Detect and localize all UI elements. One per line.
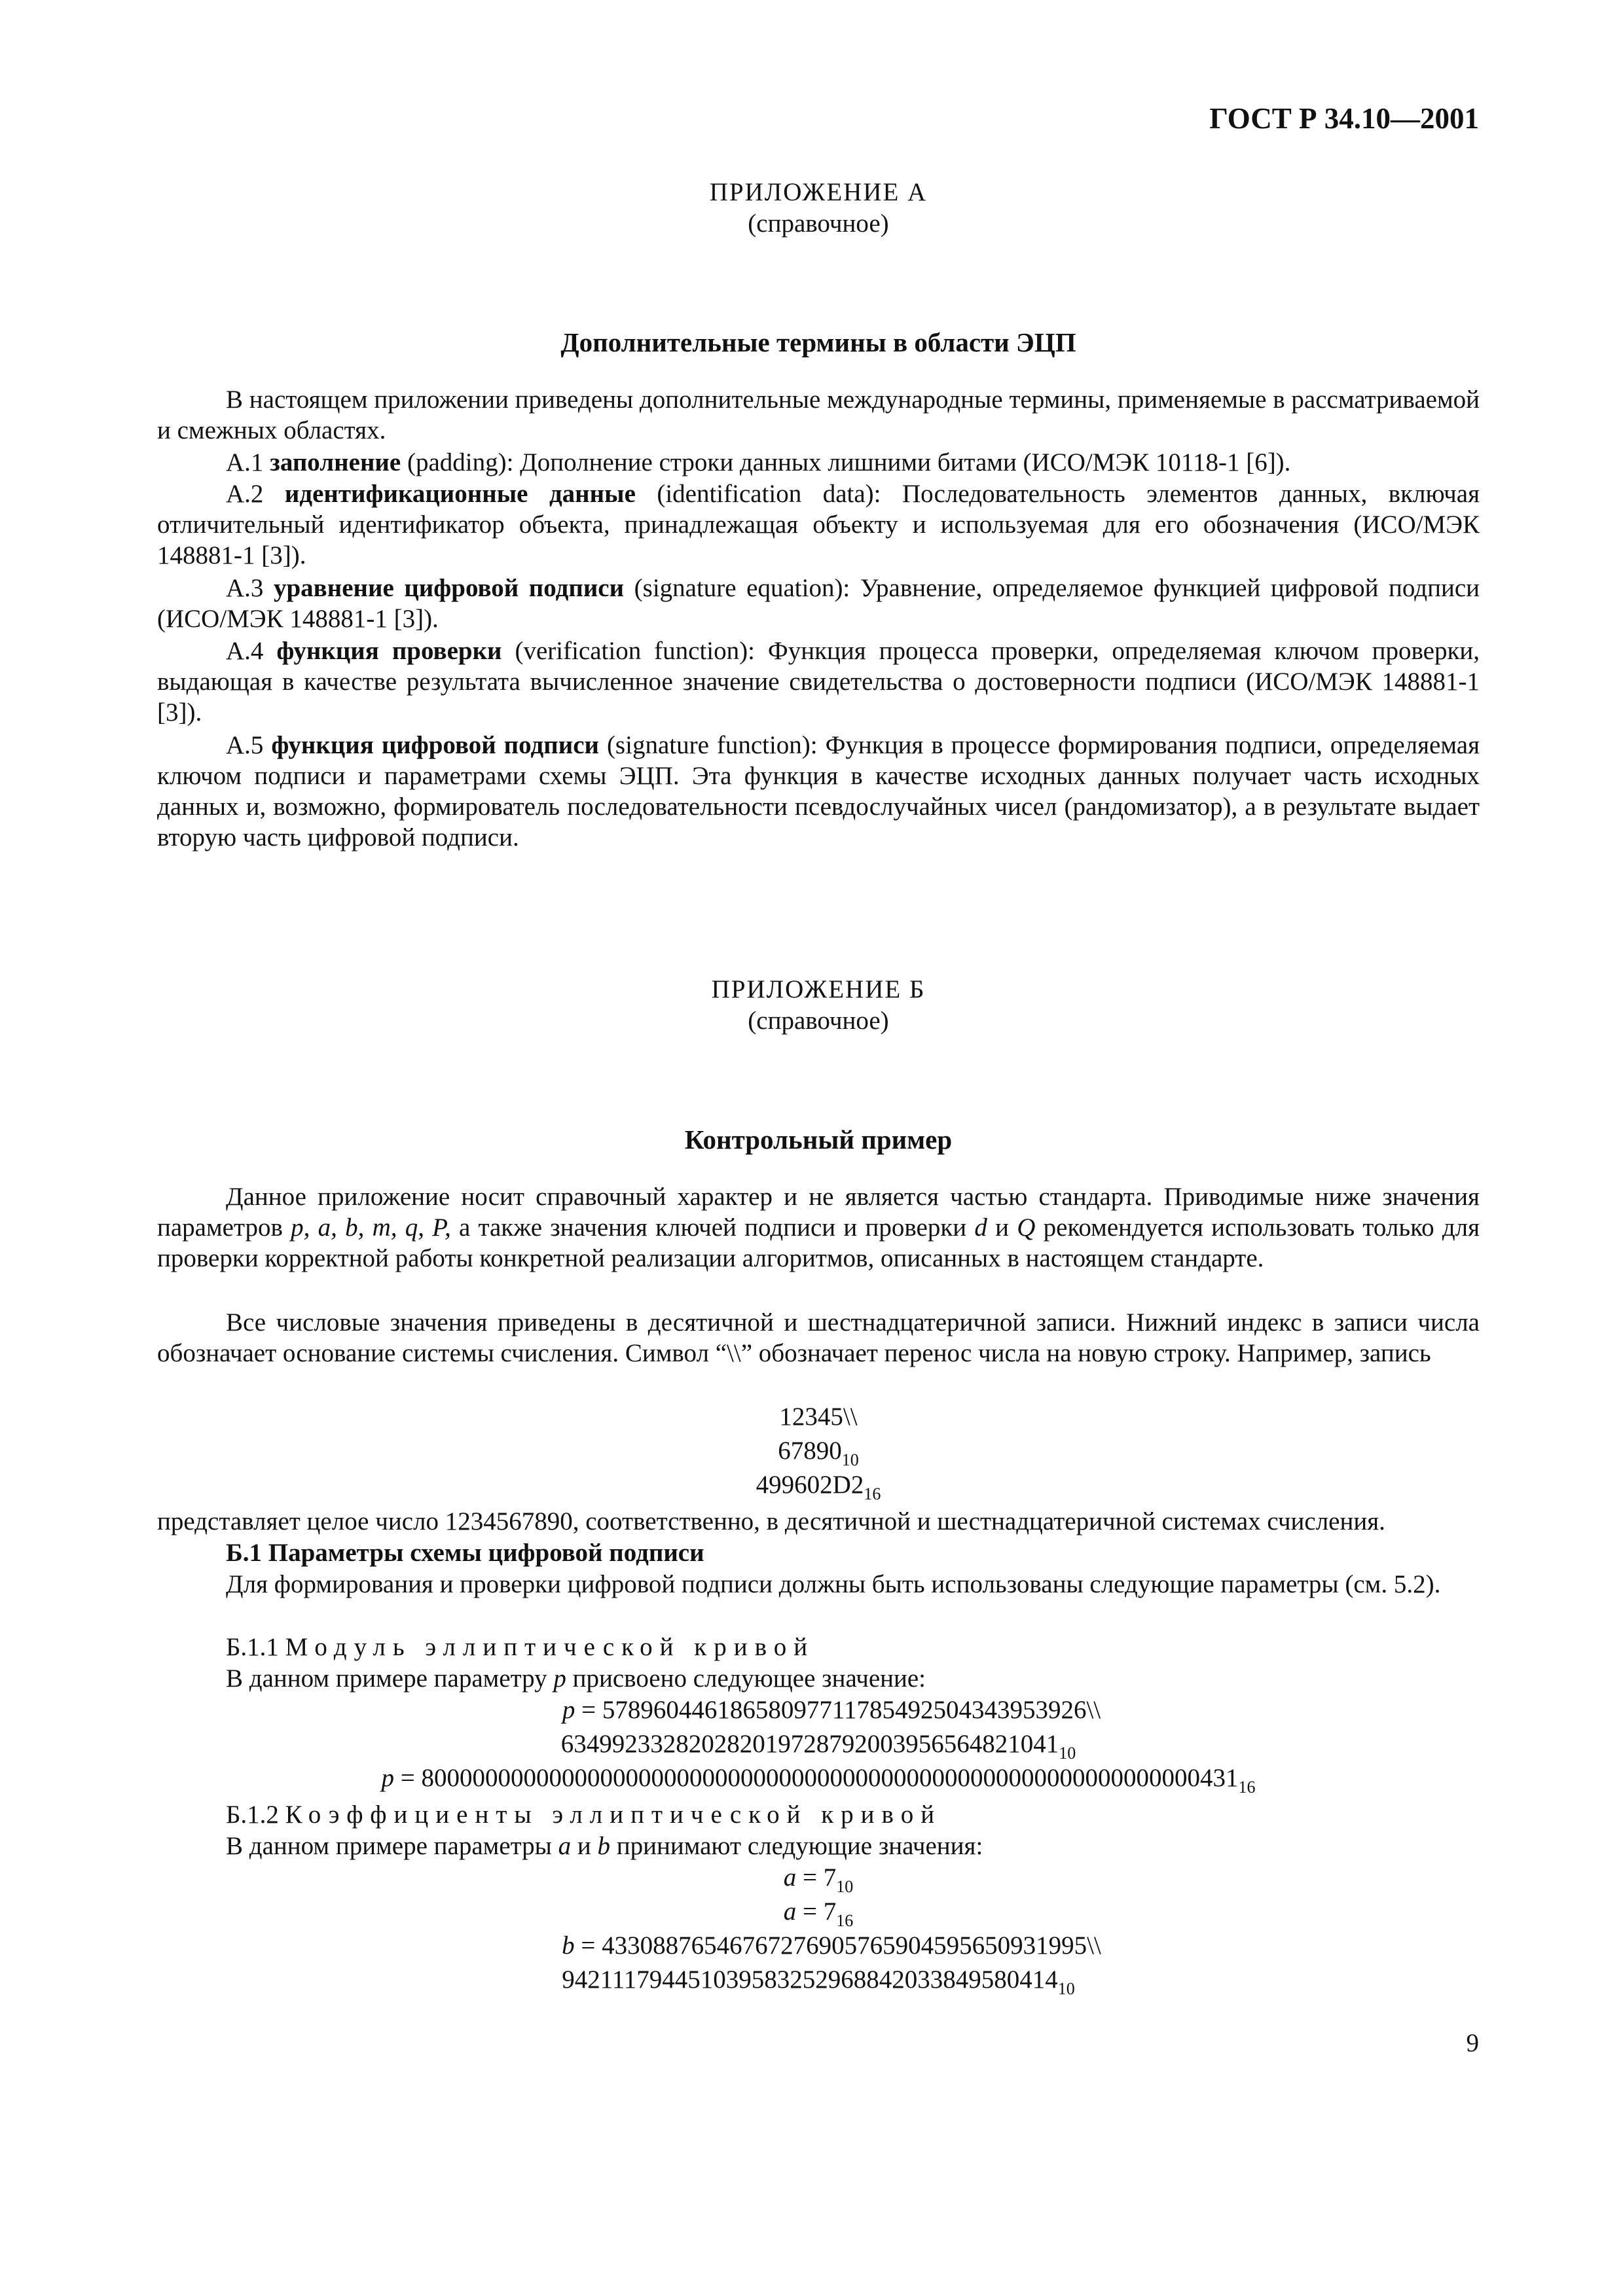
item-text: (signature equation): Уравнение, определяемое функцией цифровой подписи (ИСО/МЭК 148881-1 [3]). (157, 574, 1480, 633)
p-decimal-value: = 57896044618658097711785492504343953926\\ (581, 1696, 1101, 1724)
annex-b-title: ПРИЛОЖЕНИЕ Б (711, 975, 926, 1003)
item-term: заполнение (270, 448, 401, 476)
text-segment: и (577, 1832, 591, 1860)
a-hex-line (157, 1896, 1480, 1930)
text-segment: рекомендуется использовать только для проверки корректной работы конкретной реализации алгоритмов, описанных в настоящем стандарте. (157, 1213, 1480, 1272)
item-term: идентификационные данные (284, 480, 636, 508)
section-b12-text (226, 1831, 983, 1861)
text-segment: В данном примере параметры (226, 1832, 552, 1860)
base-subscript: 10 (1059, 1744, 1076, 1763)
example-line-1: 12345\\ (779, 1403, 858, 1431)
variable-b: b (597, 1832, 610, 1860)
annex-a-title: ПРИЛОЖЕНИЕ А (709, 178, 928, 206)
variable-b: b (562, 1931, 575, 1960)
annex-b-paragraph-1 (157, 1181, 1480, 1274)
annex-a-item-4 (157, 636, 1480, 728)
item-text: (identification data): Последовательность элементов данных, включая отличительный идентификатор объекта, принадлежащая объекту и используемая для его обозначения (ИСО/МЭК 148881-1 [3]). (157, 480, 1480, 569)
item-text: (padding): Дополнение строки данных лишними битами (ИСО/МЭК 10118-1 [6]). (407, 448, 1291, 476)
variable-a: a (558, 1832, 572, 1860)
variable-p: p (553, 1664, 566, 1693)
example-number: 67890 (778, 1437, 842, 1465)
base-subscript: 16 (836, 1911, 854, 1930)
item-term: функция цифровой подписи (271, 731, 599, 759)
p-hex-value: = 8000000000000000000000000000000000000000000000000000000000000431 (400, 1764, 1239, 1792)
page-number: 9 (1466, 2029, 1479, 2057)
text-segment: и (995, 1213, 1009, 1242)
section-title: Модуль эллиптической кривой (285, 1633, 815, 1661)
variable-a: a (783, 1897, 797, 1926)
base-subscript: 10 (836, 1877, 854, 1896)
item-number: А.3 (226, 574, 264, 602)
annex-a-item-3 (157, 573, 1480, 634)
item-number: А.5 (226, 731, 264, 759)
annex-a-intro: В настоящем приложении приведены дополнительные международные термины, применяемые в рассматриваемой и смежных областях. (157, 386, 1480, 444)
a-decimal-line (157, 1862, 1480, 1896)
text-segment: В данном примере параметру (226, 1664, 547, 1693)
text-segment: а также значения ключей подписи и проверки (458, 1213, 967, 1242)
b-decimal-value: = 43308876546767276905765904595650931995\\ (581, 1931, 1101, 1960)
annex-b-heading: Контрольный пример (684, 1124, 953, 1155)
parameter-list: p, a, b, m, q, P, (291, 1213, 451, 1242)
base-subscript: 10 (1057, 1979, 1075, 1998)
variable-p: p (381, 1764, 394, 1792)
base-subscript: 10 (841, 1450, 859, 1469)
annex-a-item-2 (157, 478, 1480, 571)
p-hex-line (157, 1763, 1480, 1797)
base-subscript: 16 (1238, 1778, 1256, 1797)
item-term: функция проверки (276, 637, 502, 665)
annex-a-item-1 (157, 447, 1480, 478)
section-b1-heading: Б.1 Параметры схемы цифровой подписи (226, 1539, 704, 1567)
item-number: А.1 (226, 448, 264, 476)
section-b11-heading (226, 1632, 814, 1662)
annex-a-subtitle: (справочное) (748, 209, 889, 238)
example-number: 499602D2 (756, 1471, 864, 1499)
annex-a-heading: Дополнительные термины в области ЭЦП (560, 327, 1076, 357)
variable-q: Q (1017, 1213, 1036, 1242)
text-segment: Данное приложение носит справочный характер и не является частью стандарта. Приводимые ниже значения параметров (157, 1183, 1480, 1242)
item-text: (verification function): Функция процесса проверки, определяемая ключом проверки, выдающая в качестве результата вычисленное значение свидетельства о достоверности подписи (ИСО/МЭК 148881-1 [3]). (157, 637, 1480, 726)
section-number: Б.1.2 (226, 1801, 279, 1829)
section-b11-text (226, 1663, 926, 1694)
item-number: А.2 (226, 480, 264, 508)
text-segment: присвоено следующее значение: (572, 1664, 926, 1693)
a-hex-value: = 7 (803, 1897, 837, 1926)
section-b12-heading (226, 1799, 941, 1830)
item-term: уравнение цифровой подписи (273, 574, 625, 602)
variable-a: a (783, 1863, 797, 1892)
variable-p: p (562, 1696, 575, 1724)
document-header: ГОСТ Р 34.10—2001 (1209, 102, 1479, 135)
section-number: Б.1.1 (226, 1633, 279, 1661)
annex-b-paragraph-2: Все числовые значения приведены в десятичной и шестнадцатеричной записи. Нижний индекс в записи числа обозначает основание системы счисления. Символ “\\” обозначает перенос числа на новую строку. Например, запись (157, 1308, 1480, 1367)
section-title: Коэффициенты эллиптической кривой (285, 1801, 942, 1829)
p-decimal-line-2 (157, 1729, 1480, 1763)
b-decimal-line-1 (157, 1930, 1480, 1961)
item-text: (signature function): Функция в процессе формирования подписи, определяемая ключом подписи и параметрами схемы ЭЦП. Эта функция в качестве исходных данных получает часть исходных данных и, возможно, формирователь последовательности псевдослучайных чисел (рандомизатор), а в результате выдает вторую часть цифровой подписи. (157, 731, 1480, 852)
annex-a-item-5 (157, 730, 1480, 853)
annex-b-subtitle: (справочное) (748, 1007, 889, 1035)
p-decimal-line-1 (157, 1695, 1480, 1725)
b-decimal-line-2 (157, 1964, 1480, 1998)
p-decimal-value: 634992332820282019728792003956564821041 (560, 1730, 1059, 1758)
a-decimal-value: = 7 (803, 1863, 837, 1892)
base-subscript: 16 (864, 1484, 881, 1503)
variable-d: d (974, 1213, 987, 1242)
example-line-3 (157, 1469, 1480, 1503)
example-line-2 (157, 1435, 1480, 1469)
text-segment: принимают следующие значения: (616, 1832, 983, 1860)
b-decimal-value: 942111794451039583252968842033849580414 (562, 1965, 1058, 1994)
annex-b-paragraph-3: представляет целое число 1234567890, соответственно, в десятичной и шестнадцатеричной системах счисления. (157, 1507, 1385, 1535)
section-b1-text: Для формирования и проверки цифровой подписи должны быть использованы следующие параметры (см. 5.2). (226, 1570, 1441, 1598)
item-number: А.4 (226, 637, 264, 665)
